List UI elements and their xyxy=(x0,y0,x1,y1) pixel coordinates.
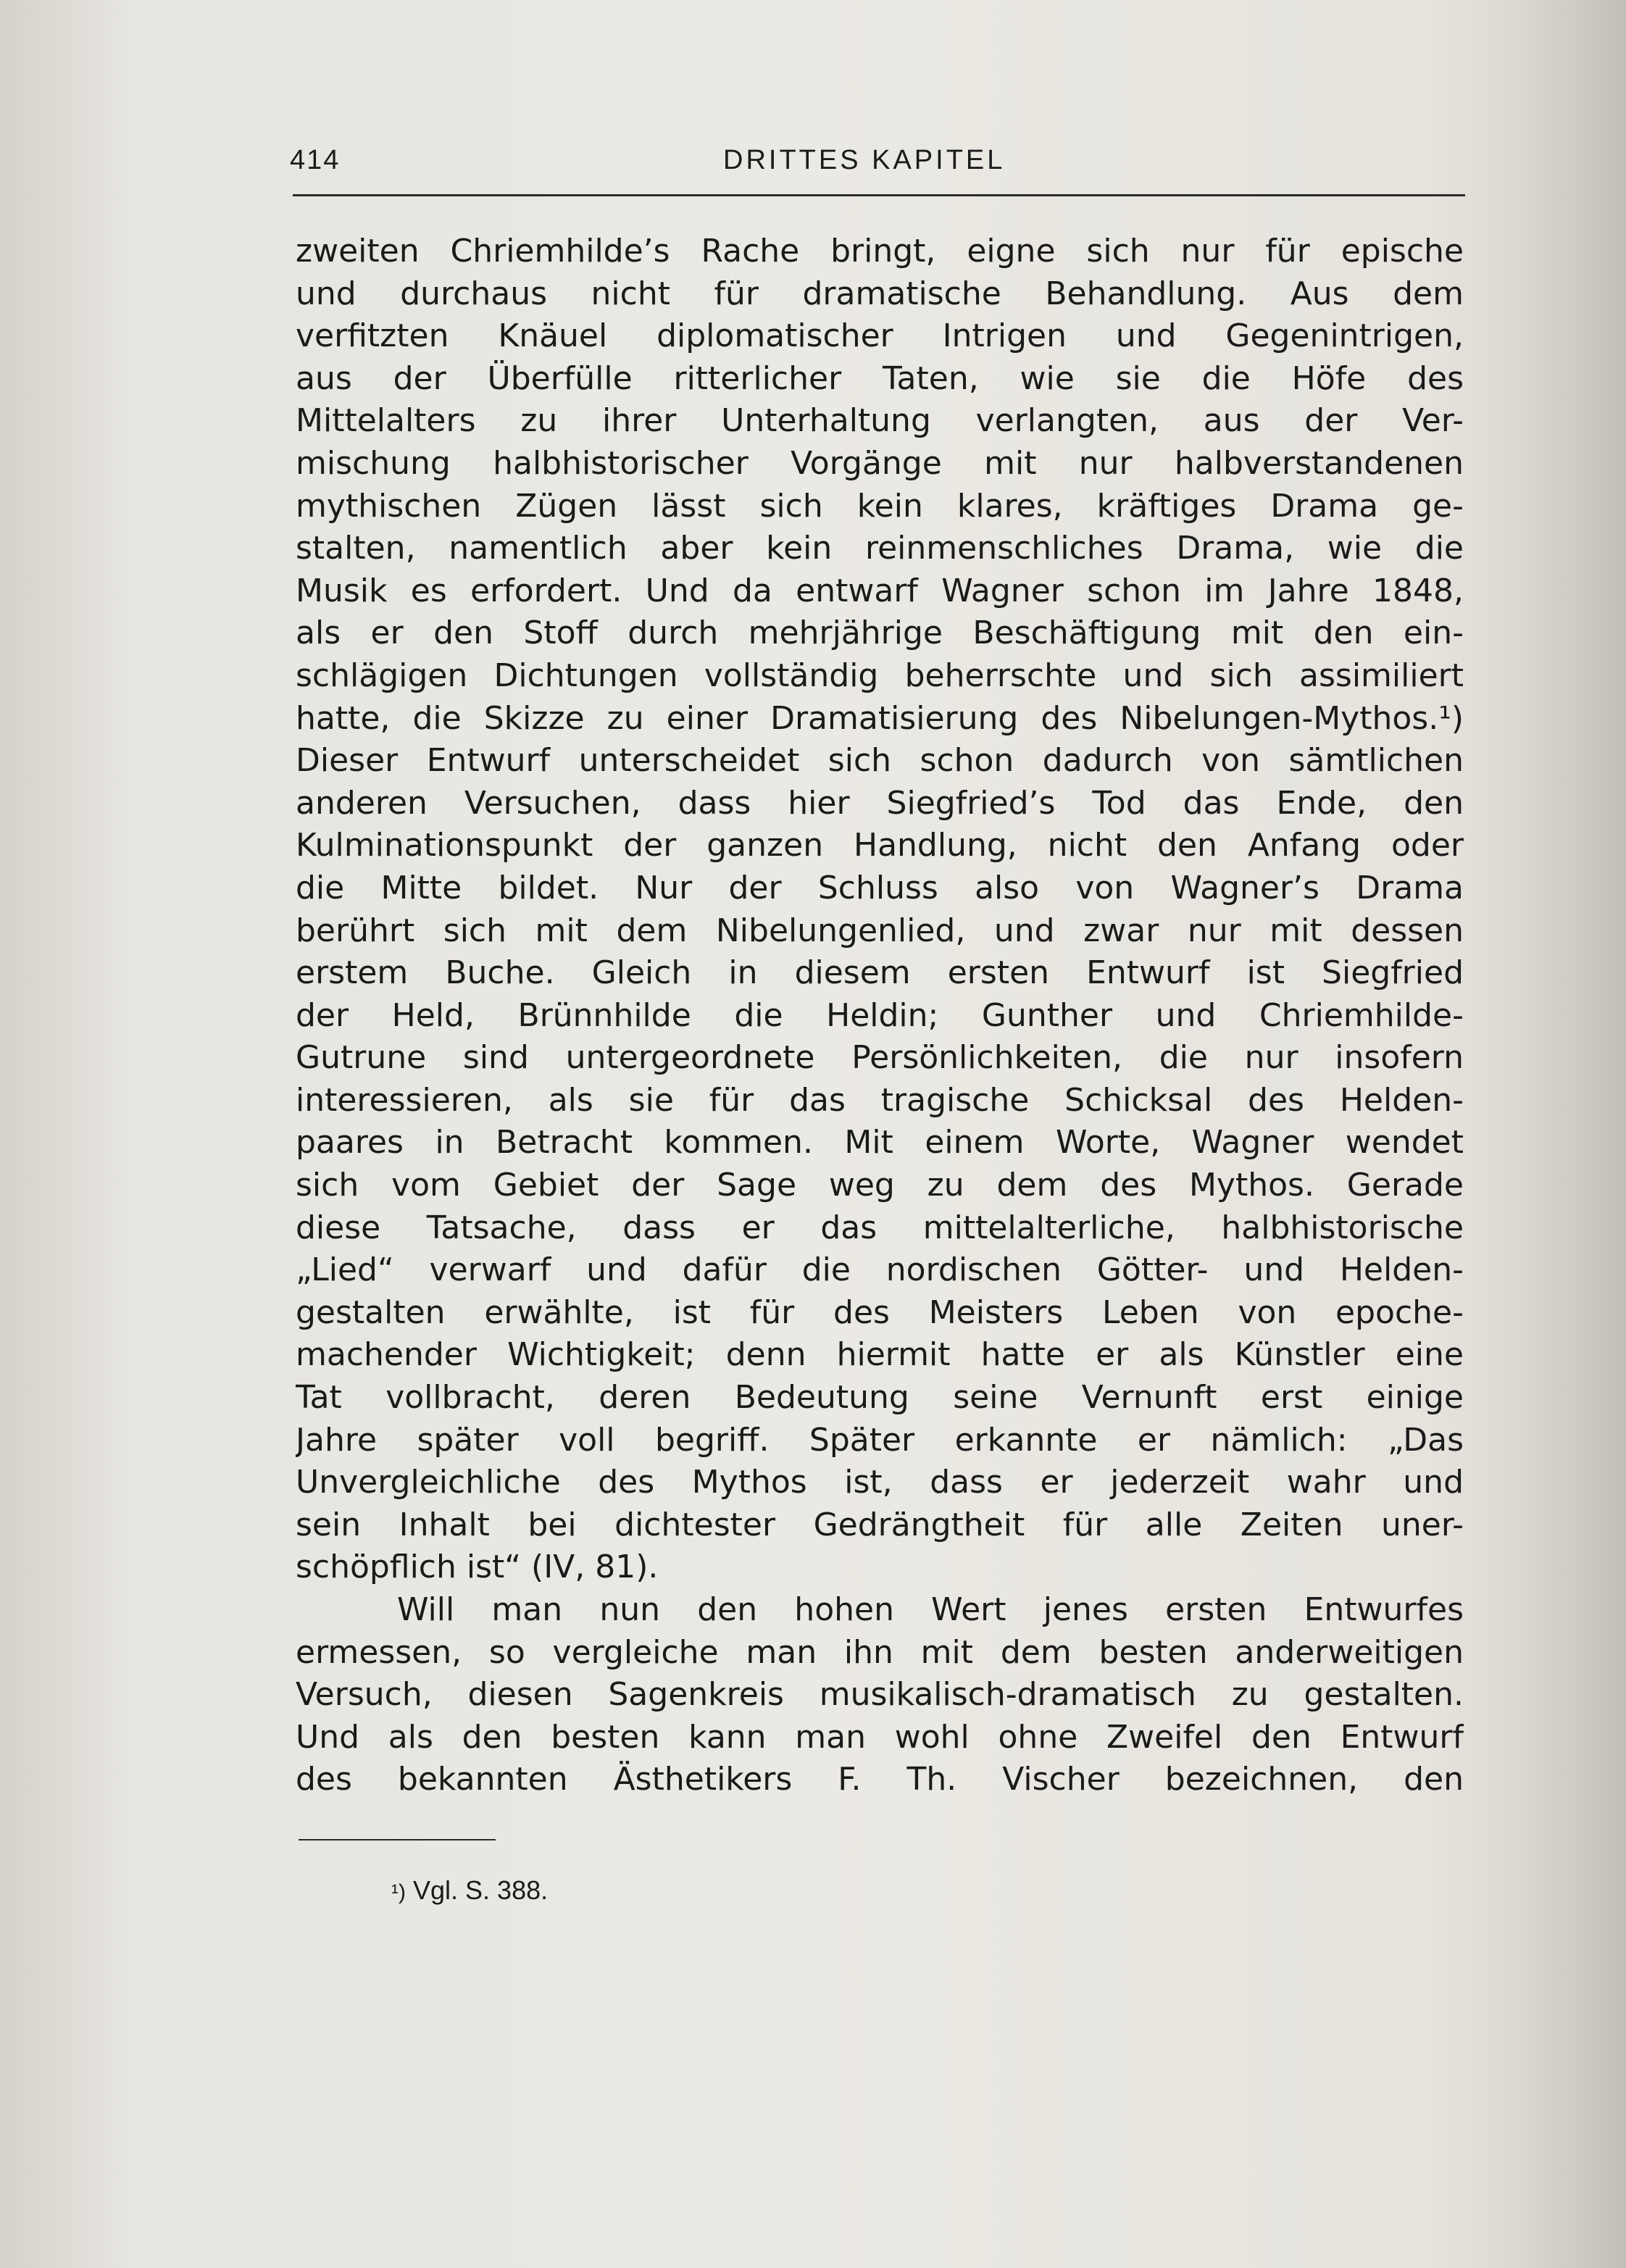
text-line: paares in Betracht kommen. Mit einem Worte, Wagner wendet xyxy=(296,1124,1464,1162)
text-line: Unvergleichliche des Mythos ist, dass er jederzeit wahr und xyxy=(296,1464,1464,1501)
text-line: Jahre später voll begriff. Später erkannte er nämlich: „Das xyxy=(296,1421,1464,1459)
text-line: und durchaus nicht für dramatische Behandlung. Aus dem xyxy=(296,275,1464,312)
text-line: aus der Überfülle ritterlicher Taten, wie sie die Höfe des xyxy=(296,359,1464,397)
text-line: Und als den besten kann man wohl ohne Zweifel den Entwurf xyxy=(296,1718,1464,1756)
text-line: schlägigen Dichtungen vollständig beherrschte und sich assimiliert xyxy=(296,656,1464,694)
text-line: erstem Buche. Gleich in diesem ersten Entwurf ist Siegfried xyxy=(296,954,1464,992)
text-line: verfitzten Knäuel diplomatischer Intrigen und Gegenintrigen, xyxy=(296,317,1464,355)
text-line: stalten, namentlich aber kein reinmenschliches Drama, wie die xyxy=(296,530,1464,567)
text-line: Gutrune sind untergeordnete Persönlichkeiten, die nur insofern xyxy=(296,1039,1464,1077)
header-rule xyxy=(293,194,1465,196)
text-line: hatte, die Skizze zu einer Dramatisierung des Nibelungen-Mythos.¹) xyxy=(296,699,1464,737)
text-line: der Held, Brünnhilde die Heldin; Gunther und Chriemhilde- xyxy=(296,996,1464,1034)
text-line: mythischen Zügen lässt sich kein klares, kräftiges Drama ge- xyxy=(296,487,1464,525)
running-head: DRITTES KAPITEL xyxy=(723,145,1006,175)
text-line: Tat vollbracht, deren Bedeutung seine Vernunft erst einige xyxy=(296,1379,1464,1417)
text-line: diese Tatsache, dass er das mittelalterliche, halbhistorische xyxy=(296,1209,1464,1246)
page-edge-shadow xyxy=(1517,0,1626,2268)
text-line: Kulminationspunkt der ganzen Handlung, nicht den Anfang oder xyxy=(296,827,1464,864)
text-line: interessieren, als sie für das tragische Schicksal des Helden- xyxy=(296,1081,1464,1119)
text-line: anderen Versuchen, dass hier Siegfried’s Tod das Ende, den xyxy=(296,784,1464,822)
text-line: Mittelalters zu ihrer Unterhaltung verlangten, aus der Ver- xyxy=(296,402,1464,440)
text-line: ermessen, so vergleiche man ihn mit dem besten anderweitigen xyxy=(296,1633,1464,1671)
text-line: sich vom Gebiet der Sage weg zu dem des Mythos. Gerade xyxy=(296,1167,1464,1204)
footnote-rule xyxy=(299,1839,496,1840)
text-line: die Mitte bildet. Nur der Schluss also von Wagner’s Drama xyxy=(296,869,1464,906)
footnote-marker: ¹) xyxy=(391,1880,406,1904)
text-line: Dieser Entwurf unterscheidet sich schon dadurch von sämtlichen xyxy=(296,742,1464,780)
text-line: gestalten erwählte, ist für des Meisters Leben von epoche- xyxy=(296,1293,1464,1331)
text-line: Versuch, diesen Sagenkreis musikalisch-dramatisch zu gestalten. xyxy=(296,1676,1464,1714)
text-line: des bekannten Ästhetikers F. Th. Vischer bezeichnen, den xyxy=(296,1761,1464,1798)
text-line: „Lied“ verwarf und dafür die nordischen Götter- und Helden- xyxy=(296,1251,1464,1289)
text-line: machender Wichtigkeit; denn hiermit hatte er als Künstler eine xyxy=(296,1336,1464,1374)
text-line: mischung halbhistorischer Vorgänge mit nur halbverstandenen xyxy=(296,444,1464,482)
text-line: berührt sich mit dem Nibelungenlied, und zwar nur mit dessen xyxy=(296,912,1464,949)
paragraph-end-line: schöpflich ist“ (IV, 81). xyxy=(296,1548,659,1586)
text-line: Musik es erfordert. Und da entwarf Wagner schon im Jahre 1848, xyxy=(296,572,1464,609)
paragraph-start-line: Will man nun den hohen Wert jenes ersten Entwurfes xyxy=(397,1591,1464,1628)
text-line: sein Inhalt bei dichtester Gedrängtheit für alle Zeiten uner- xyxy=(296,1506,1464,1543)
text-line: als er den Stoff durch mehrjährige Beschäftigung mit den ein- xyxy=(296,614,1464,652)
page-number: 414 xyxy=(290,145,341,175)
footnote-text: Vgl. S. 388. xyxy=(413,1875,549,1905)
footnote xyxy=(391,1875,548,1906)
page-header xyxy=(290,145,1464,188)
text-line: zweiten Chriemhilde’s Rache bringt, eigne sich nur für epische xyxy=(296,233,1464,270)
body-text xyxy=(296,230,1464,1801)
